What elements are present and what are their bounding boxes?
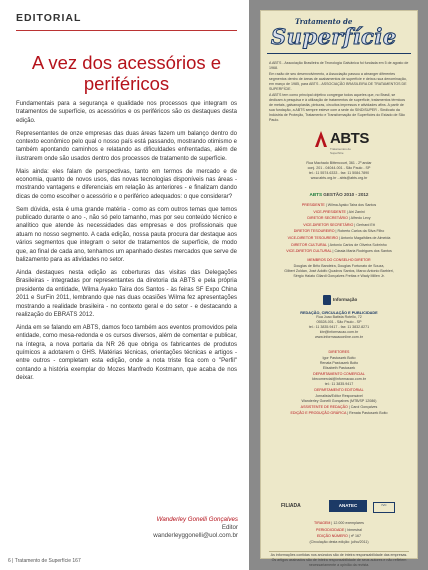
print-value: nº 167 xyxy=(350,534,361,539)
staff-line: Wanderley Gonelli Gonçalves (MTB/SP 12086) xyxy=(301,398,377,403)
print-label: EDIÇÃO NÚMERO xyxy=(317,534,348,539)
council-block xyxy=(269,257,409,279)
paragraph: Representantes de onze empresas das duas áreas fazem um balanço dentro do contexto econômico pelo qual o nosso país está passando, mostrando otimismo e também apontando caminhos e relatando as dificuldades enfrentadas, além de ilustrarem onde são usados dentro dos processos de tratamento de superfície. xyxy=(16,130,237,162)
board-list xyxy=(269,202,409,255)
board-role: DIRETOR CULTURAL xyxy=(291,242,327,247)
address-line: conj. 201 - 04044-001 - São Paulo - SP xyxy=(307,166,371,170)
about-line: A ABTS - Associação Brasileira de Tecnologia Galvânica foi fundada em 5 de agosto de 1968. xyxy=(269,61,409,70)
print-row: EDIÇÃO NÚMERO | nº 167 xyxy=(317,534,361,539)
about-abts xyxy=(269,61,409,123)
abts-logo-icon xyxy=(313,129,329,149)
board-member: Roberto Carlos da Silva Filho xyxy=(337,229,385,234)
council-line: Gilbert Zoldan, José Adolfo Quadros Santos, Marco Antonio Barbieri, xyxy=(284,268,394,273)
headline-line: periféricos xyxy=(83,73,170,94)
address-line: tel.: 11 5574.6333 - fax: 11 5084.7890 xyxy=(308,171,370,175)
publisher-logo-word: Informação xyxy=(333,297,358,302)
publisher-logo xyxy=(323,295,358,309)
page-footer: 6 | Tratamento de Superfície 167 xyxy=(8,558,81,564)
staff-heading: ASSISTENTE DE REDAÇÃO | Carol Gonçalves xyxy=(300,404,378,409)
magazine-logo xyxy=(267,17,411,51)
abts-address xyxy=(269,161,409,181)
board-member: Alfredo Levy xyxy=(350,216,371,221)
section-label: EDITORIAL xyxy=(16,12,82,24)
print-value: bimestral xyxy=(347,527,362,532)
board-row: DIRETOR SECRETÁRIO | Alfredo Levy xyxy=(307,216,371,221)
publisher-line: tel.: 11 3835.9417 - fax: 11 3832.8271 xyxy=(308,325,370,329)
paragraph: Sem dúvida, esta é uma grande matéria - como as com outros temas que temos publicado durante o ano -, não só pelo tamanho, mas por seu conteúdo técnico e analítico que atende às necessidades das empresas e dos profissionais que atuam no nosso segmento. A cada edição, nossa pauta procura dar destaque aos vários segmentos que integram o setor de tratamentos de superfície, de modo que, ao final de cada ano, tenhamos um apanhado destes mercados que serve de balizamento para as atividades no setor. xyxy=(16,206,237,264)
print-value: 12.000 exemplares xyxy=(333,521,364,525)
publisher-info xyxy=(269,311,409,340)
board-row: DIRETOR CULTURAL | Antonio Carlos de Oliveira Sobrinho xyxy=(291,242,387,247)
staff-label: DEPARTAMENTO EDITORIAL xyxy=(314,388,364,393)
board-row: VICE-DIRETOR CULTURAL | Cássia Maria Rodrigues dos Santos xyxy=(286,249,392,254)
about-line: Em razão de seu desenvolvimento, a Associação passou a abranger diferentes segmentos dentro de áreas de acabamentos de superfície e deixou sua denominação, em março de 1985, para ABTS - ASSOCIAÇÃO BRASILEIRA DE TRATAMENTOS DE SUPERFÍCIE. xyxy=(269,72,407,91)
print-info xyxy=(269,520,409,545)
board-role: DIRETOR SECRETÁRIO xyxy=(307,216,348,221)
editorial-body xyxy=(16,100,237,387)
gestao-heading xyxy=(269,192,409,197)
abts-logo-word: ABTS xyxy=(330,130,369,147)
filiada-label: FILIADA xyxy=(281,503,301,509)
council-line: Douglas de Brito Bandeira, Douglas Fortunato de Souza, xyxy=(293,263,385,268)
gestao-label: GESTÃO 2010 - 2012 xyxy=(323,192,369,197)
board-row: VICE-DIRETOR SECRETÁRIO | Gerhard Ett xyxy=(303,222,375,227)
staff-label: ASSISTENTE DE REDAÇÃO xyxy=(300,404,348,409)
paragraph: Ainda destaques nesta edição as coberturas das visitas das Delegações Brasileiras - integradas por representantes da diretoria da ABTS e pela própria presidente da entidade, Wilma Ayako Taira dos Santos - às feiras SF Expo China 2011 e SurFin 2011, lembrando que nas duas ocasiões Wilma fez apresentações mostrando a realidade brasileira - no contexto geral e do setor - e destacando a realização do EBRATS 2012. xyxy=(16,269,237,318)
publisher-line: 05528-001 - São Paulo - SP xyxy=(316,320,362,324)
anatec-badge: ANATEC xyxy=(329,500,367,512)
print-row: PERIODICIDADE | bimestral xyxy=(316,527,362,532)
board-member: Antonio Magalhães de Almeida xyxy=(340,235,391,240)
publisher-heading: REDAÇÃO, CIRCULAÇÃO E PUBLICIDADE xyxy=(300,311,378,315)
signature-name: Wanderley Gonelli Gonçalves xyxy=(156,516,238,523)
staff-label: DEPARTAMENTO COMERCIAL xyxy=(313,371,365,376)
staff-heading xyxy=(269,387,409,394)
staff-line: Elisabeth Pastuszek xyxy=(322,365,356,370)
board-role: VICE-DIRETOR SECRETÁRIO xyxy=(303,222,354,227)
board-role: DIRETOR TESOUREIRO xyxy=(293,229,335,234)
circulation-note: (Circulação desta edição: julho/2011) xyxy=(309,539,369,544)
staff-value: Renata Pastuszek Boito xyxy=(349,411,388,416)
board-member: Airi Zanini xyxy=(348,209,365,214)
section-divider xyxy=(16,30,237,31)
board-row: VICE-DIRETOR TESOUREIRO | Antonio Magalhães de Almeida xyxy=(287,235,391,240)
staff-line: tel.: 11 3835.9417 xyxy=(324,382,354,387)
headline-line: A vez dos acessórios e xyxy=(31,52,222,73)
masthead-panel xyxy=(260,10,418,567)
logo-top-text: Tratamento de xyxy=(295,17,353,26)
board-role: VICE-DIRETOR CULTURAL xyxy=(286,249,332,254)
about-line: A ABTS tem como principal objetivo congregar todos aqueles que, no Brasil, se dedicam à pesquisa e à utilização de tratamentos de superfície, tratamentos térmicos de metais, galvanoplastia, pinturas, circuitos impressos e atividades afins. A partir de sua fundação, a ABTS sempre esteve com a sede do SINDISUPER - Sindicato da Indústria de Proteção, Tratamento e Transformação de Superfícies do Estado de São Paulo. xyxy=(269,93,406,122)
signature-email[interactable]: wanderleyggonelli@uol.com.br xyxy=(153,532,238,540)
publisher-logo-icon xyxy=(323,295,331,305)
affiliation-badges xyxy=(281,500,397,514)
staff-label: DIRETORES xyxy=(328,350,350,354)
board-member: Gerhard Ett xyxy=(356,222,375,227)
council-title: MEMBROS DO CONSELHO DIRETOR xyxy=(307,258,371,262)
masthead-sidebar xyxy=(249,0,428,570)
abts-logo xyxy=(313,127,369,157)
paragraph: Fundamentais para a segurança e qualidade nos processos que integram os tratamentos de superfície, os acessórios e os periféricos são os destaques desta edição. xyxy=(16,101,237,124)
staff-value: Carol Gonçalves xyxy=(350,404,378,409)
signature-block xyxy=(100,516,238,541)
board-member: Antonio Carlos de Oliveira Sobrinho xyxy=(329,242,387,247)
address-line[interactable]: www.abts.org.br - abts@abts.org.br xyxy=(310,176,368,180)
staff-line: Jornalista/Editor Responsável xyxy=(315,393,363,398)
publisher-line: Rua Joao Batista Rotello, 72 xyxy=(316,315,362,319)
signature-role: Editor xyxy=(221,524,238,532)
board-row: DIRETOR TESOUREIRO | Roberto Carlos da Silva Filho xyxy=(293,229,385,234)
disclaimer-divider xyxy=(269,551,409,552)
board-role: VICE-PRESIDENTE xyxy=(313,209,346,214)
staff-block xyxy=(269,349,409,417)
staff-line: Igor Pastuszek Boito xyxy=(322,355,356,360)
paragraph: Mais ainda: eles falam de perspectivas, tanto em termos de mercado e de economia, quanto de novos usos, das novas tecnologias disponíveis nas áreas - mostrando vantagens e diferenciais em relação às anteriores - e finalizam dando dicas de como escolher o acessório e o periférico adequados: o que considerar? xyxy=(16,168,237,200)
abts-logo-sub: Tratamentos de Superfície xyxy=(330,147,351,155)
staff-heading: EDIÇÃO E PRODUÇÃO GRÁFICA | Renata Pastuszek Boito xyxy=(290,411,388,416)
paragraph: Ainda em se falando em ABTS, damos foco também aos eventos promovidos pela entidade, como mesa-redonda e os cursos diversos, além de comentar e publicar, na íntegra, a nova portaria da NR 26 que obriga os fabricantes de produtos químicos a adotarem o GHS. Matérias técnicas, orientações técnicas e artigos - entre outros - completam esta edição, onde a nota triste fica com o "Perfil" contando a história exemplar do Mozes Manfredo Kostmann, que acaba de nos deixar. xyxy=(16,324,237,382)
print-label: PERIODICIDADE xyxy=(316,527,345,532)
board-role: VICE-DIRETOR TESOUREIRO xyxy=(287,235,339,240)
headline xyxy=(16,52,237,94)
print-label: TIRAGEM xyxy=(314,521,331,525)
board-member: Cássia Maria Rodrigues dos Santos xyxy=(334,249,392,254)
logo-divider xyxy=(267,53,411,54)
ivc-badge: IVC xyxy=(373,502,395,513)
logo-main-text: Superfície xyxy=(271,24,397,49)
disclaimer: As informações contidas nos anúncios são de inteira responsabilidade das empresas. Os artigos assinados são de inteira responsabilidade de seus autores e não refletem necessariamente a opinião da revista. xyxy=(270,553,408,567)
council-line: Sérgio Haiato Gilardi Gonçalves Freitas e Wady Millen Jr. xyxy=(293,273,385,278)
gestao-org: ABTS xyxy=(309,192,323,197)
board-row: PRESIDENTE | Wilma Ayako Taira dos Santos xyxy=(301,203,377,207)
print-row: TIRAGEM | 12.000 exemplares xyxy=(314,521,364,525)
board-row: VICE-PRESIDENTE | Airi Zanini xyxy=(313,209,365,214)
staff-line: Renata Pastuszek Boito xyxy=(319,360,359,365)
staff-heading xyxy=(269,349,409,356)
staff-label: EDIÇÃO E PRODUÇÃO GRÁFICA xyxy=(290,411,347,416)
publisher-line[interactable]: www.informacaoonline.com.br xyxy=(315,335,363,339)
publisher-line[interactable]: kbr@informacao.com.br xyxy=(319,330,359,334)
staff-heading xyxy=(269,371,409,378)
staff-line[interactable]: kbrcomercial@informacao.com.br xyxy=(312,377,366,382)
board-role: PRESIDENTE xyxy=(301,203,325,207)
board-member: Wilma Ayako Taira dos Santos xyxy=(327,203,377,207)
address-line: Rua Machado Bittencourt, 361 - 2º andar xyxy=(306,161,372,165)
